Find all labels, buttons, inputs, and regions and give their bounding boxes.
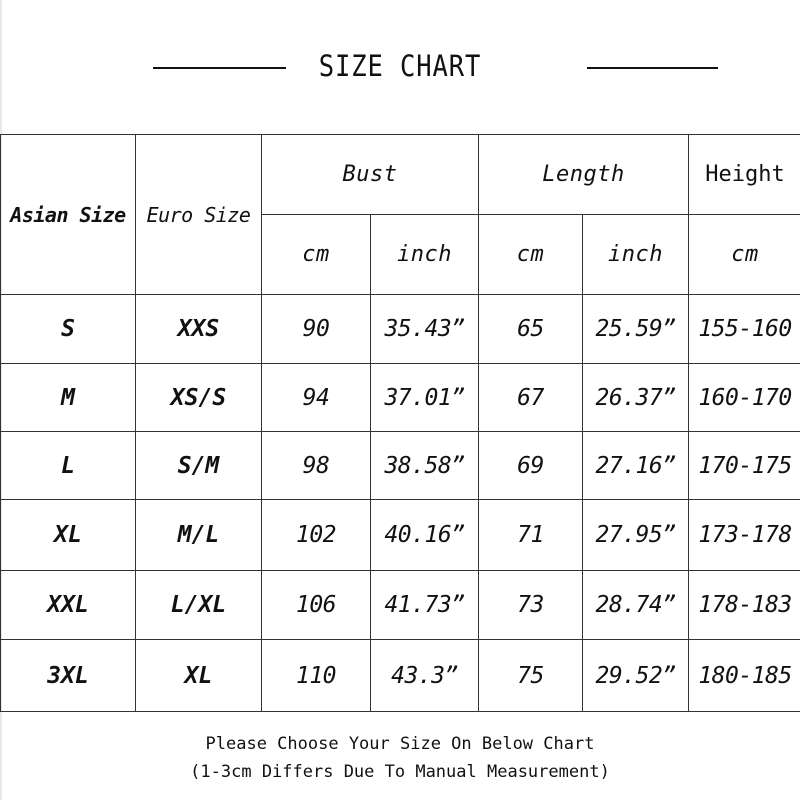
bust-inch-cell: 37.01” xyxy=(371,364,479,432)
length-cm-cell: 67 xyxy=(479,364,583,432)
footer-instruction: Please Choose Your Size On Below Chart xyxy=(205,734,595,754)
asian-size-cell: L xyxy=(1,432,136,500)
asian-size-cell: M xyxy=(1,364,136,432)
table-row xyxy=(1,364,800,432)
euro-size-cell: XXS xyxy=(136,295,262,364)
header-height: Height xyxy=(689,135,800,215)
table-row xyxy=(1,640,800,712)
length-cm-cell: 71 xyxy=(479,500,583,571)
length-cm-cell: 75 xyxy=(479,640,583,712)
asian-size-cell: S xyxy=(1,295,136,364)
header-bust-inch: inch xyxy=(371,215,479,295)
height-cm-cell: 178-183 xyxy=(689,571,800,640)
header-height-cm: cm xyxy=(689,215,800,295)
length-cm-cell: 69 xyxy=(479,432,583,500)
length-cm-cell: 73 xyxy=(479,571,583,640)
asian-size-cell: XXL xyxy=(1,571,136,640)
bust-cm-cell: 90 xyxy=(262,295,371,364)
header-bust: Bust xyxy=(262,135,479,215)
height-cm-cell: 160-170 xyxy=(689,364,800,432)
euro-size-cell: L/XL xyxy=(136,571,262,640)
length-inch-cell: 27.16” xyxy=(583,432,689,500)
bust-cm-cell: 102 xyxy=(262,500,371,571)
bust-inch-cell: 40.16” xyxy=(371,500,479,571)
length-inch-cell: 29.52” xyxy=(583,640,689,712)
table-row xyxy=(1,500,800,571)
title-row xyxy=(0,45,800,95)
bust-inch-cell: 41.73” xyxy=(371,571,479,640)
length-inch-cell: 25.59” xyxy=(583,295,689,364)
header-bust-cm: cm xyxy=(262,215,371,295)
header-row-top xyxy=(1,135,800,215)
euro-size-cell: S/M xyxy=(136,432,262,500)
bust-inch-cell: 38.58” xyxy=(371,432,479,500)
length-inch-cell: 26.37” xyxy=(583,364,689,432)
asian-size-cell: 3XL xyxy=(1,640,136,712)
height-cm-cell: 170-175 xyxy=(689,432,800,500)
title-rule-right xyxy=(587,67,718,69)
table-row xyxy=(1,295,800,364)
page-title: SIZE CHART xyxy=(318,49,482,83)
table-row xyxy=(1,571,800,640)
bust-inch-cell: 43.3” xyxy=(371,640,479,712)
table-row xyxy=(1,432,800,500)
length-inch-cell: 27.95” xyxy=(583,500,689,571)
height-cm-cell: 180-185 xyxy=(689,640,800,712)
euro-size-cell: XS/S xyxy=(136,364,262,432)
bust-cm-cell: 106 xyxy=(262,571,371,640)
header-asian-size: Asian Size xyxy=(1,135,136,295)
bust-cm-cell: 98 xyxy=(262,432,371,500)
header-length-cm: cm xyxy=(479,215,583,295)
length-cm-cell: 65 xyxy=(479,295,583,364)
header-length: Length xyxy=(479,135,689,215)
size-table xyxy=(0,134,800,712)
header-length-inch: inch xyxy=(583,215,689,295)
euro-size-cell: XL xyxy=(136,640,262,712)
height-cm-cell: 173-178 xyxy=(689,500,800,571)
header-euro-size: Euro Size xyxy=(136,135,262,295)
length-inch-cell: 28.74” xyxy=(583,571,689,640)
asian-size-cell: XL xyxy=(1,500,136,571)
bust-cm-cell: 110 xyxy=(262,640,371,712)
bust-cm-cell: 94 xyxy=(262,364,371,432)
footer-disclaimer: (1-3cm Differs Due To Manual Measurement) xyxy=(190,762,610,782)
euro-size-cell: M/L xyxy=(136,500,262,571)
height-cm-cell: 155-160 xyxy=(689,295,800,364)
bust-inch-cell: 35.43” xyxy=(371,295,479,364)
